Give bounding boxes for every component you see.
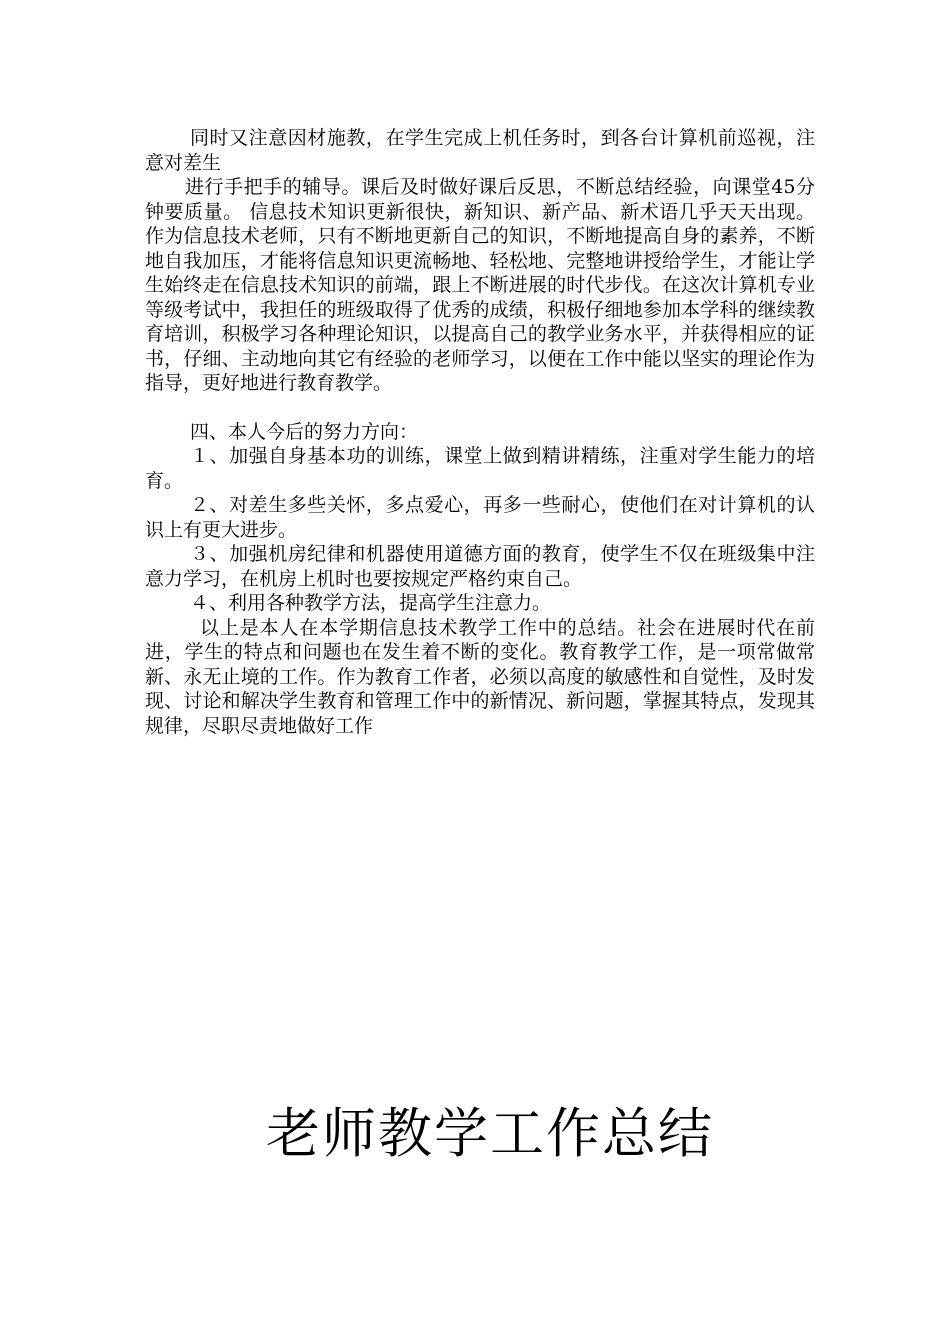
paragraph-main: 进行手把手的辅导。课后及时做好课后反思，不断总结经验，向课堂45分钟要质量。 信息技术知识更新很快，新知识、新产品、新术语几乎天天出现。作为信息技术老师，只有不断地更新自己的知识，不断地提高自身的素养，不断地自我加压，才能将信息知识更流畅地、轻松地、完整地讲授给学生，才能让学生始终走在信息技术知识的前端，跟上不断进展的时代步伐。在这次计算机专业等级考试中，我担任的班级取得了优秀的成绩，积极仔细地参加本学科的继续教育培训，积极学习各种理论知识，以提高自己的教学业务水平，并获得相应的证书，仔细、主动地向其它有经验的老师学习，以便在工作中能以坚实的理论作为指导，更好地进行教育教学。 — [145, 176, 815, 394]
list-item-4: ４、利用各种教学方法，提高学生注意力。 — [190, 592, 552, 614]
list-item-2: ２、对差生多些关怀，多点爱心，再多一些耐心，使他们在对计算机的认识上有更大进步。 — [145, 494, 815, 541]
paragraph-conclusion: 以上是本人在本学期信息技术教学工作中的总结。社会在进展时代在前进，学生的特点和问题也在发生着不断的变化。教育教学工作，是一项常做常新、永无止境的工作。作为教育工作者，必须以高度的敏感性和自觉性，及时发现、讨论和解决学生教育和管理工作中的新情况、新问题，掌握其特点，发现其规律，尽职尽责地做好工作 — [145, 616, 815, 737]
paragraph-intro: 同时又注意因材施教，在学生完成上机任务时，到各台计算机前巡视，注意对差生 — [145, 127, 815, 174]
list-item-1: １、加强自身基本功的训练，课堂上做到精讲精练，注重对学生能力的培育。 — [145, 445, 815, 492]
document-body — [145, 126, 815, 738]
document-title: 老师教学工作总结 — [266, 1102, 714, 1165]
section-heading: 四、本人今后的努力方向： — [190, 420, 419, 443]
list-item-3: ３、加强机房纪律和机器使用道德方面的教育，使学生不仅在班级集中注意力学习，在机房上机时也要按规定严格约束自己。 — [145, 543, 815, 590]
